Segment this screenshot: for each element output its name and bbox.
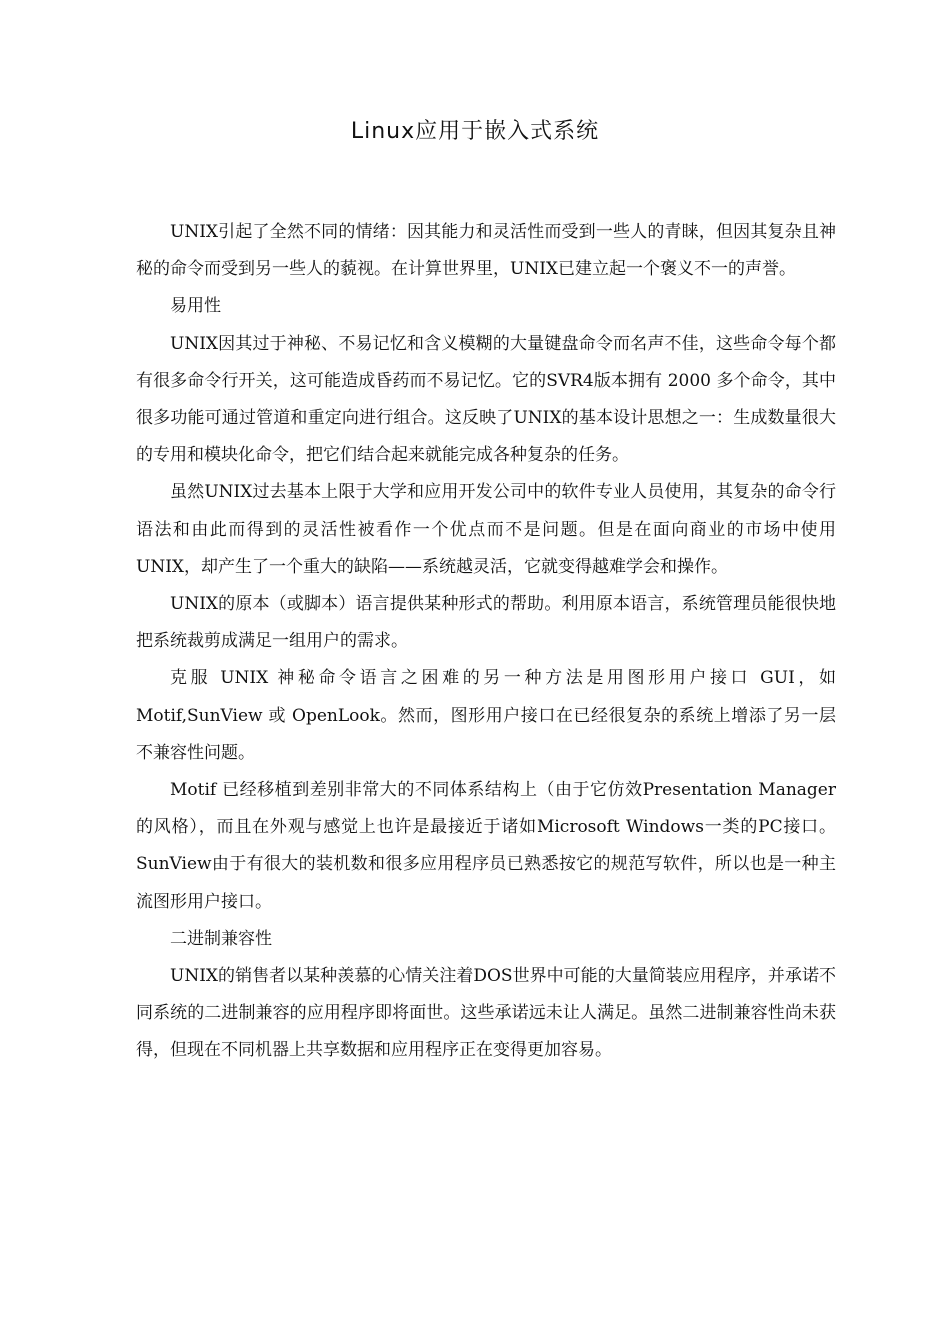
document-body [136,214,836,1070]
paragraph: UNIX引起了全然不同的情绪：因其能力和灵活性而受到一些人的青睐，但因其复杂且神秘的命令而受到另一些人的藐视。在计算世界里，UNIX已建立起一个褒义不一的声誉。 [136,222,836,280]
section-heading: 易用性 [170,296,221,317]
paragraph: 虽然UNIX过去基本上限于大学和应用开发公司中的软件专业人员使用，其复杂的命令行语法和由此而得到的灵活性被看作一个优点而不是问题。但是在面向商业的市场中使用UNIX，却产生了一个重大的缺陷——系统越灵活，它就变得越难学会和操作。 [136,482,836,577]
paragraph: Motif 已经移植到差别非常大的不同体系结构上（由于它仿效Presentation Manager 的风格），而且在外观与感觉上也许是最接近于诸如Microsoft Windows一类的PC接口。SunView由于有很大的装机数和很多应用程序员已熟悉按它的规范写软件，所以也是一种主流图形用户接口。 [136,780,836,912]
document-title: Linux应用于嵌入式系统 [350,119,600,144]
section-heading: 二进制兼容性 [170,928,272,949]
paragraph: UNIX的销售者以某种羡慕的心情关注着DOS世界中可能的大量简装应用程序，并承诺不同系统的二进制兼容的应用程序即将面世。这些承诺远未让人满足。虽然二进制兼容性尚未获得，但现在不同机器上共享数据和应用程序正在变得更加容易。 [136,966,836,1061]
paragraph: 克服 UNIX 神秘命令语言之困难的另一种方法是用图形用户接口 GUI，如Motif,SunView 或 OpenLook。然而，图形用户接口在已经很复杂的系统上增添了另一层不兼容性问题。 [136,668,836,763]
paragraph: UNIX的原本（或脚本）语言提供某种形式的帮助。利用原本语言，系统管理员能很快地把系统裁剪成满足一组用户的需求。 [136,594,836,652]
paragraph: UNIX因其过于神秘、不易记忆和含义模糊的大量键盘命令而名声不佳，这些命令每个都有很多命令行开关，这可能造成昏药而不易记忆。它的SVR4版本拥有 2000 多个命令，其中很多功能可通过管道和重定向进行组合。这反映了UNIX的基本设计思想之一：生成数量很大的专用和模块化命令，把它们结合起来就能完成各种复杂的任务。 [136,333,836,466]
